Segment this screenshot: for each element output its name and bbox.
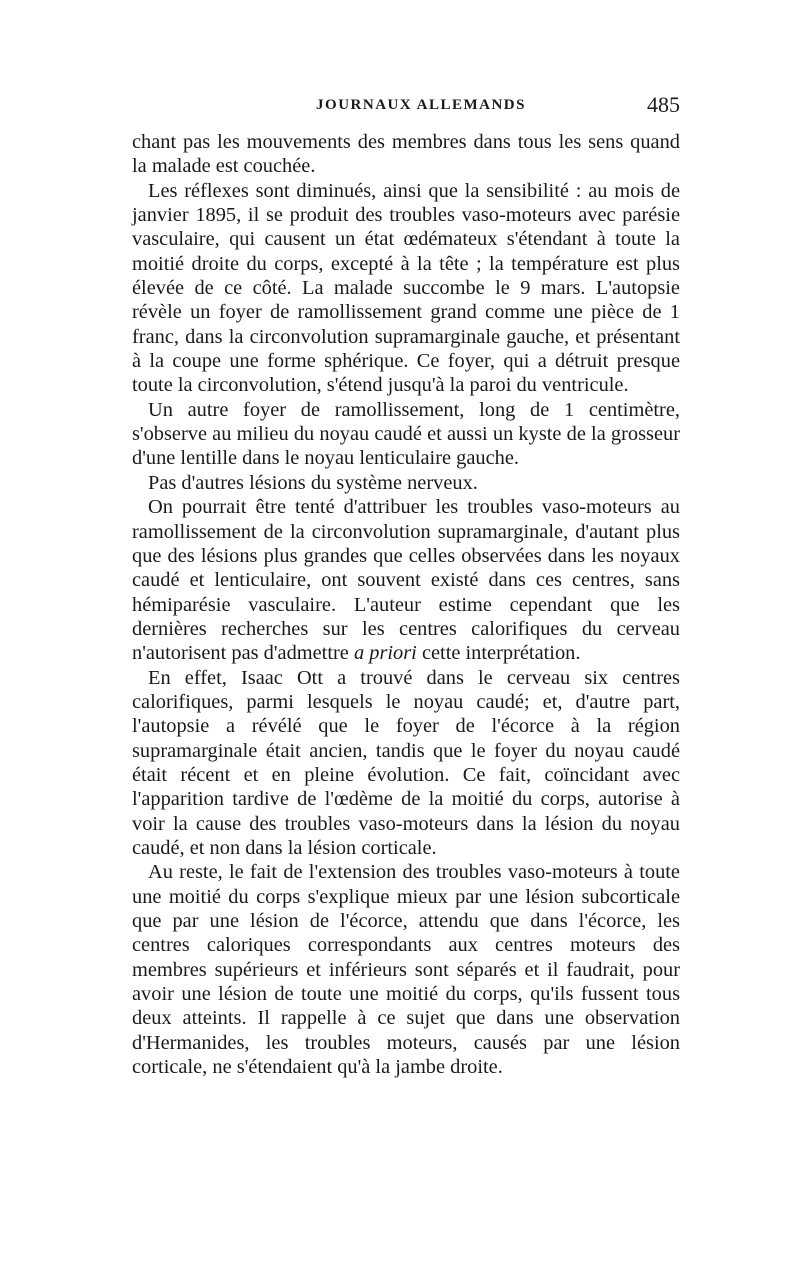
running-title: JOURNAUX ALLEMANDS xyxy=(316,97,526,113)
paragraph-extension: Au reste, le fait de l'extension des troubles vaso-moteurs à toute une moitié du corps s'explique mieux par une lésion subcorticale que par une lésion de l'écorce, attendu que dans l'écorce, les centres caloriques correspondants aux centres moteurs des membres supérieurs et inférieurs sont séparés et il faudrait, pour avoir une lésion de toute une moitié du corps, qu'ils fussent tous deux atteints. Il rappelle à ce sujet que dans une observation d'Hermanides, les troubles moteurs, causés par une lésion corticale, ne s'étendaient qu'à la jambe droite. xyxy=(132,861,680,1079)
paragraph-continuation: chant pas les mouvements des membres dans tous les sens quand la malade est couchée. xyxy=(132,131,680,178)
paragraph-second-focus: Un autre foyer de ramollissement, long de 1 centimètre, s'observe au milieu du noyau caudé et aussi un kyste de la grosseur d'une lentille dans le noyau lenticulaire gauche. xyxy=(132,398,680,470)
body-text xyxy=(132,130,680,1079)
paragraph-reflexes: Les réflexes sont diminués, ainsi que la sensibilité : au mois de janvier 1895, il se produit des troubles vaso-moteurs avec parésie vasculaire, qui causent un état œdémateux s'étendant à toute la moitié droite du corps, excepté à la tête ; la température est plus élevée de ce côté. La malade succombe le 9 mars. L'autopsie révèle un foyer de ramollissement grand comme une pièce de 1 franc, dans la circonvolution supramarginale gauche, et présentant à la coupe une forme sphérique. Ce foyer, qui a détruit presque toute la circonvolution, s'étend jusqu'à la paroi du ventricule. xyxy=(132,179,680,397)
paragraph-interpretation-end: cette interprétation. xyxy=(416,642,581,665)
paragraph-isaac-ott: En effet, Isaac Ott a trouvé dans le cerveau six centres calorifiques, parmi lesquels le noyau caudé; et, d'autre part, l'autopsie a révélé que le foyer de l'écorce à la région supramarginale était ancien, tandis que le foyer du noyau caudé était récent et en pleine évolution. Ce fait, coïncidant avec l'apparition tardive de l'œdème de la moitié du corps, autorise à voir la cause des troubles vaso-moteurs dans la lésion du noyau caudé, et non dans la lésion corticale. xyxy=(132,666,680,859)
running-head xyxy=(132,92,680,118)
paragraph-no-other-lesions: Pas d'autres lésions du système nerveux. xyxy=(148,471,478,494)
page-number: 485 xyxy=(647,92,680,117)
italic-a-priori: a priori xyxy=(353,642,417,665)
paragraph-interpretation xyxy=(132,495,680,665)
paragraph-interpretation-text: On pourrait être tenté d'attribuer les troubles vaso-moteurs au ramollissement de la circonvolution supramarginale, d'autant plus que des lésions plus grandes que celles observées dans les noyaux caudé et lenticulaire, ont souvent existé dans ces centres, sans hémiparésie vasculaire. L'auteur estime cependant que les dernières recherches sur les centres calorifiques du cerveau n'autorisent pas d'admettre xyxy=(132,496,680,665)
